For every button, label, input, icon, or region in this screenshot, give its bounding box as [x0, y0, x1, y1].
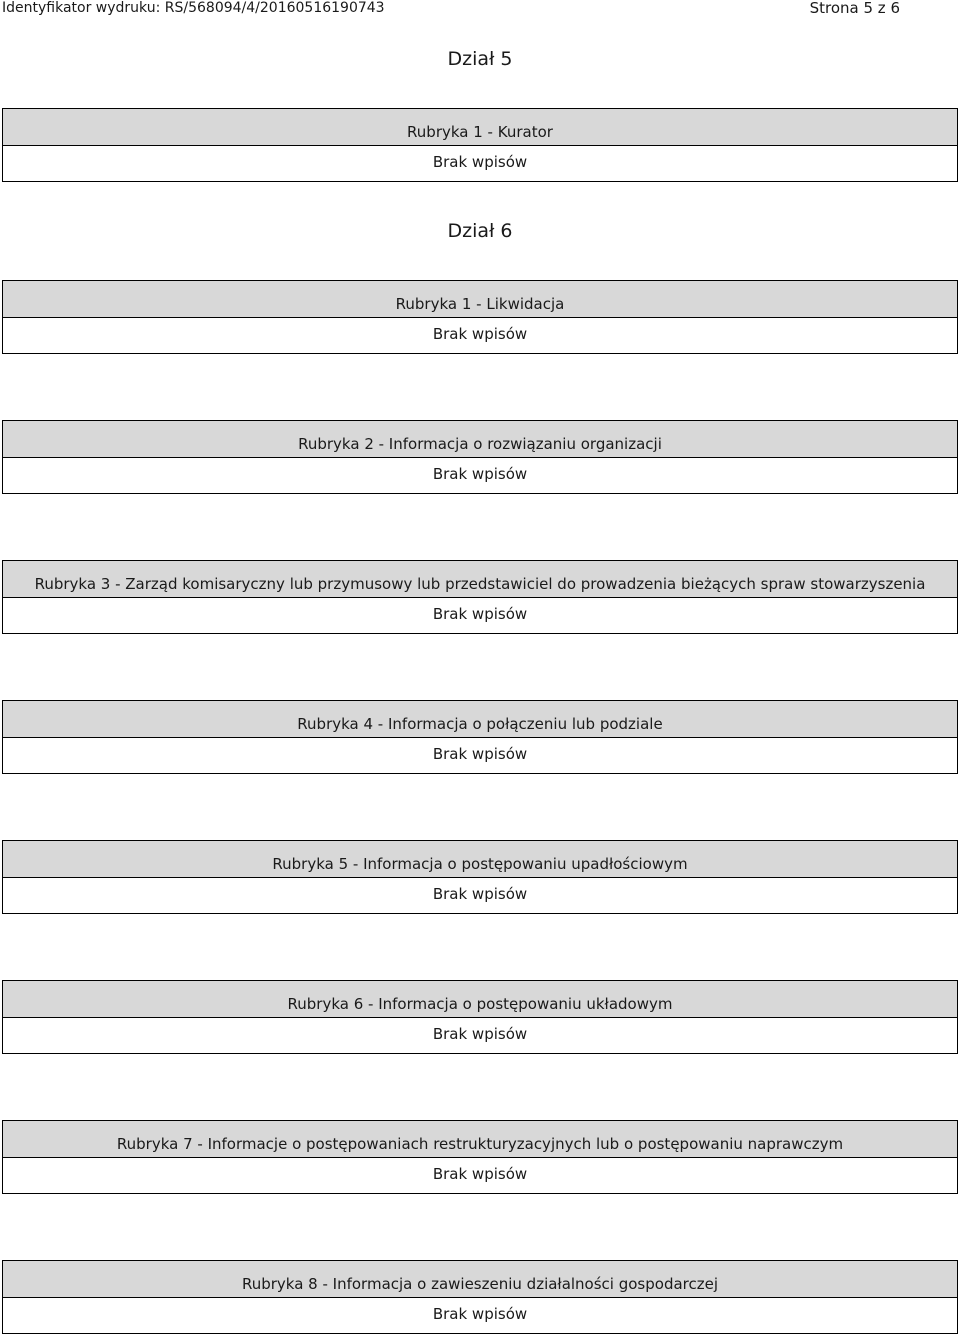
rubric-restrukturyzacja	[2, 1120, 958, 1194]
rubric-header: Rubryka 3 - Zarząd komisaryczny lub przymusowy lub przedstawiciel do prowadzenia bieżących spraw stowarzyszenia	[3, 561, 957, 598]
print-identifier: Identyfikator wydruku: RS/568094/4/20160516190743	[2, 0, 385, 16]
rubric-header: Rubryka 8 - Informacja o zawieszeniu działalności gospodarczej	[3, 1261, 957, 1298]
rubric-content: Brak wpisów	[3, 1018, 957, 1053]
rubric-zarzad-komisaryczny	[2, 560, 958, 634]
rubric-zawieszenie-dzialalnosci	[2, 1260, 958, 1334]
page-number: Strona 5 z 6	[809, 0, 900, 17]
rubric-upadlosc	[2, 840, 958, 914]
rubric-content: Brak wpisów	[3, 318, 957, 353]
rubric-postepowanie-ukladowe	[2, 980, 958, 1054]
print-header	[0, 0, 960, 20]
rubric-content: Brak wpisów	[3, 458, 957, 493]
rubric-content: Brak wpisów	[3, 1298, 957, 1333]
rubric-header: Rubryka 1 - Kurator	[3, 109, 957, 146]
rubric-header: Rubryka 5 - Informacja o postępowaniu upadłościowym	[3, 841, 957, 878]
rubric-likwidacja	[2, 280, 958, 354]
rubric-content: Brak wpisów	[3, 598, 957, 633]
section-title-dzial-5: Dział 5	[447, 48, 513, 70]
rubric-rozwiazanie	[2, 420, 958, 494]
section-title-dzial-6: Dział 6	[447, 220, 513, 242]
rubric-content: Brak wpisów	[3, 878, 957, 913]
rubric-content: Brak wpisów	[3, 146, 957, 181]
rubric-kurator	[2, 108, 958, 182]
rubric-content: Brak wpisów	[3, 738, 957, 773]
rubric-header: Rubryka 7 - Informacje o postępowaniach restrukturyzacyjnych lub o postępowaniu naprawczym	[3, 1121, 957, 1158]
rubric-header: Rubryka 1 - Likwidacja	[3, 281, 957, 318]
rubric-header: Rubryka 4 - Informacja o połączeniu lub podziale	[3, 701, 957, 738]
rubric-content: Brak wpisów	[3, 1158, 957, 1193]
rubric-header: Rubryka 2 - Informacja o rozwiązaniu organizacji	[3, 421, 957, 458]
rubric-header: Rubryka 6 - Informacja o postępowaniu układowym	[3, 981, 957, 1018]
rubric-polaczenie-podzial	[2, 700, 958, 774]
